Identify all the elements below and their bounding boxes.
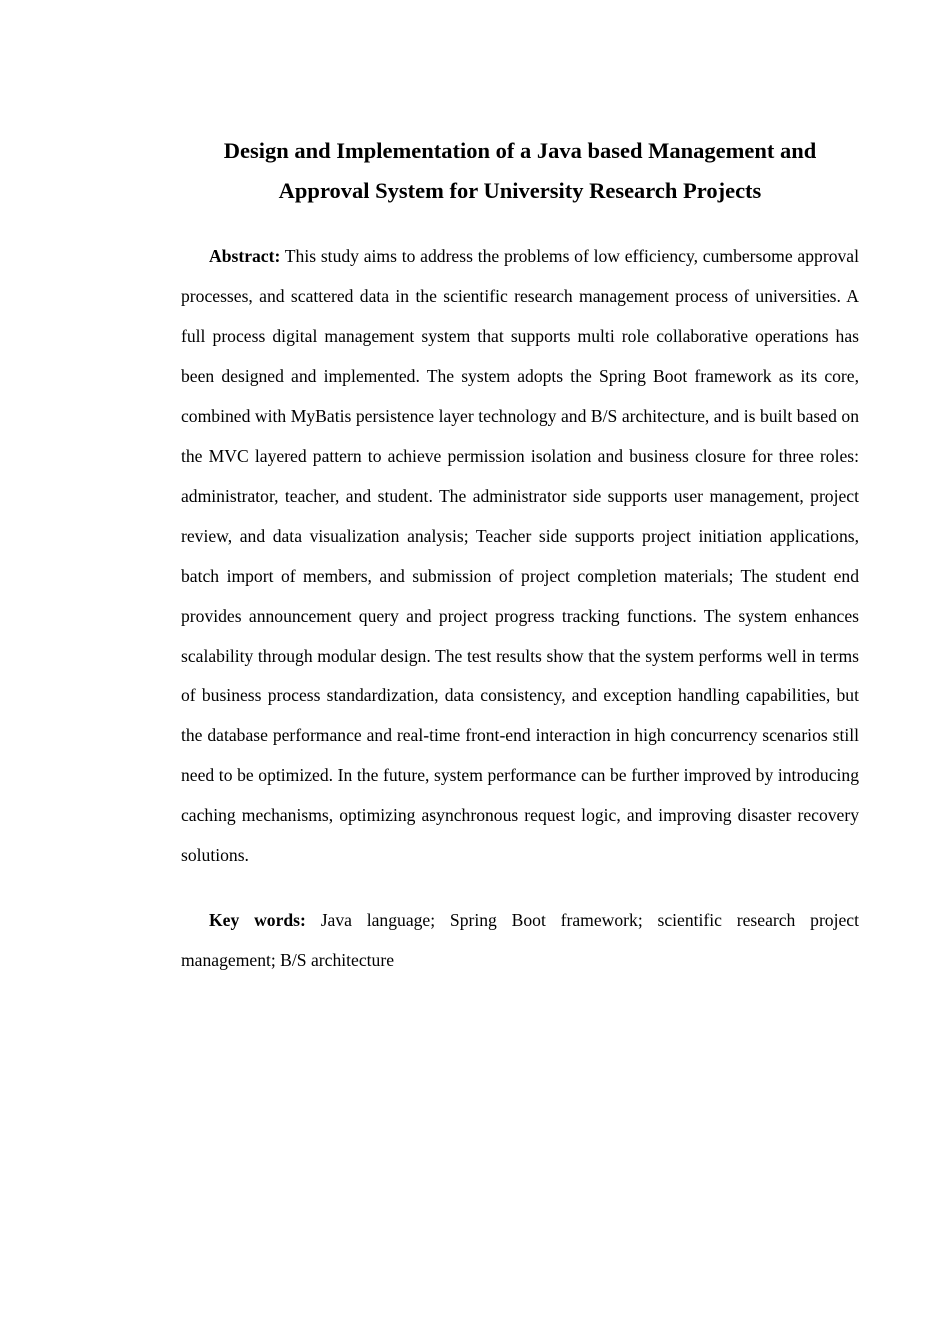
keywords-paragraph bbox=[181, 900, 859, 980]
title-line-2: Approval System for University Research Projects bbox=[278, 178, 762, 203]
abstract-paragraph bbox=[181, 237, 859, 876]
abstract-text: This study aims to address the problems of low efficiency, cumbersome approval processes, and scattered data in the scientific research management process of universities. A full process digital management system that supports multi role collaborative operations has been designed and implemented. The system adopts the Spring Boot framework as its core, combined with MyBatis persistence layer technology and B/S architecture, and is built based on the MVC layered pattern to achieve permission isolation and business closure for three roles: administrator, teacher, and student. The administrator side supports user management, project review, and data visualization analysis; Teacher side supports project initiation applications, batch import of members, and submission of project completion materials; The student end provides announcement query and project progress tracking functions. The system enhances scalability through modular design. The test results show that the system performs well in terms of business process standardization, data consistency, and exception handling capabilities, but the database performance and real-time front-end interaction in high concurrency scenarios still need to be optimized. In the future, system performance can be further improved by introducing caching mechanisms, optimizing asynchronous request logic, and improving disaster recovery solutions. bbox=[181, 246, 859, 866]
document-page bbox=[181, 131, 859, 980]
abstract-label: Abstract: bbox=[209, 246, 281, 266]
document-title bbox=[181, 131, 859, 211]
keywords-label: Key words: bbox=[209, 910, 306, 931]
keywords-text: Java language; Spring Boot framework; scientific research project management; B/S architecture bbox=[181, 910, 859, 971]
title-line-1: Design and Implementation of a Java based Management and bbox=[223, 138, 817, 163]
